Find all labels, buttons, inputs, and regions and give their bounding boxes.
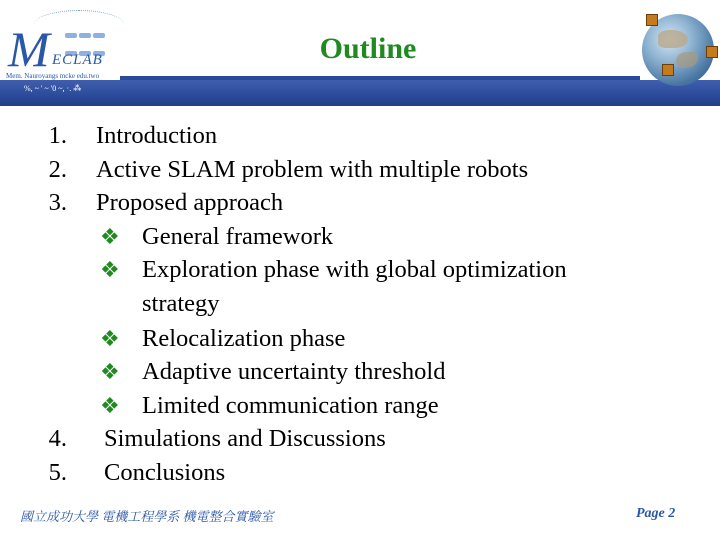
item-text: General framework xyxy=(142,223,334,250)
item-text: strategy xyxy=(142,290,220,317)
logo-text: ECLAB xyxy=(52,52,103,68)
item-text: Adaptive uncertainty threshold xyxy=(142,358,446,385)
globe-land-decoration xyxy=(658,30,688,48)
satellite-icon xyxy=(646,14,658,26)
item-text: Relocalization phase xyxy=(142,325,346,352)
satellite-icon xyxy=(706,46,718,58)
item-number: 3. xyxy=(48,189,67,216)
satellite-icon xyxy=(662,64,674,76)
item-number: 5. xyxy=(48,459,67,486)
logo-tagline: %, ~ ' ~ '0 ~, ·. ⁂ xyxy=(24,84,82,93)
page-number: Page 2 xyxy=(636,506,676,521)
item-text: Simulations and Discussions xyxy=(104,425,386,452)
logo-mark: M xyxy=(8,21,50,77)
item-number: 2. xyxy=(48,156,67,183)
diamond-bullet-icon: ❖ xyxy=(100,359,120,384)
item-text: Exploration phase with global optimization xyxy=(142,256,567,283)
item-text: Active SLAM problem with multiple robots xyxy=(96,156,529,183)
diamond-bullet-icon: ❖ xyxy=(100,393,120,418)
diamond-bullet-icon: ❖ xyxy=(100,257,120,282)
item-text: Conclusions xyxy=(104,459,226,486)
item-text: Limited communication range xyxy=(142,392,439,419)
diamond-bullet-icon: ❖ xyxy=(100,326,120,351)
item-number: 1. xyxy=(48,122,67,149)
item-text: Proposed approach xyxy=(96,189,284,216)
slide-title: Outline xyxy=(319,32,417,65)
footer-institution: 國立成功大學 電機工程學系 機電整合實驗室 xyxy=(20,509,274,524)
logo-url: Mem. Nauroyangs mcke edu.two xyxy=(6,72,100,80)
diamond-bullet-icon: ❖ xyxy=(100,224,120,249)
item-text: Introduction xyxy=(96,122,218,149)
item-number: 4. xyxy=(48,425,67,452)
